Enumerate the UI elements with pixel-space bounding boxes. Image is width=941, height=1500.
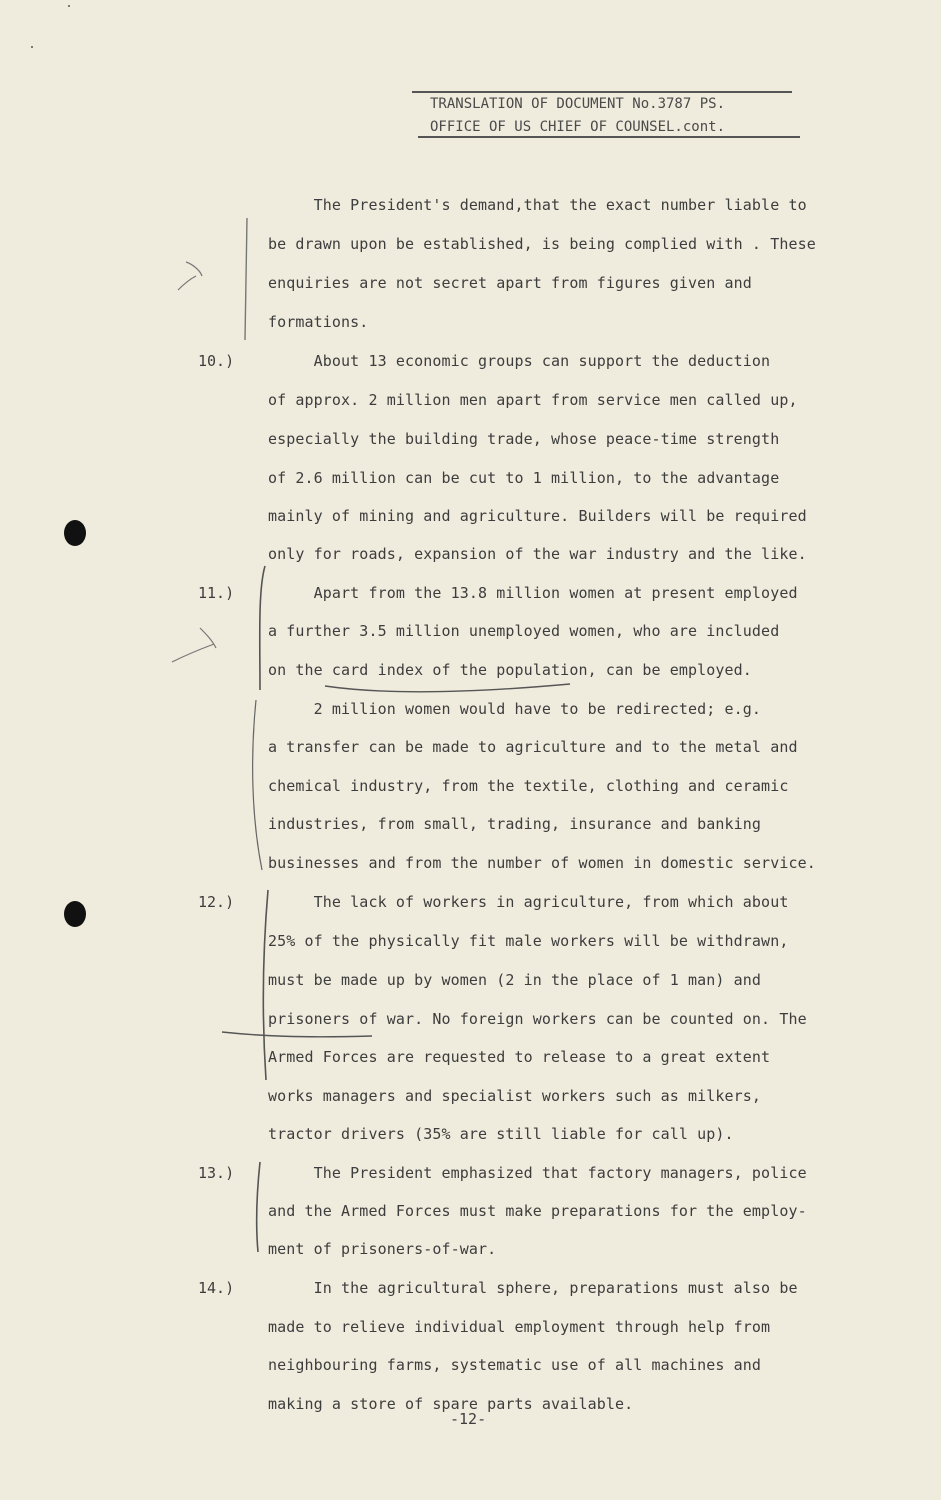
text-line: a transfer can be made to agriculture and to the metal and [268,738,798,756]
text-line: enquiries are not secret apart from figures given and [268,274,752,292]
text-line: prisoners of war. No foreign workers can be counted on. The [268,1010,807,1028]
text-line: of approx. 2 million men apart from service men called up, [268,391,798,409]
text-line: Armed Forces are requested to release to a great extent [268,1048,771,1066]
text-line: industries, from small, trading, insurance and banking [268,815,762,833]
text-line: especially the building trade, whose peace-time strength [268,430,780,448]
paragraph-number: 11.) [198,584,235,602]
text-line: neighbouring farms, systematic use of all machines and [268,1356,762,1374]
text-line: be drawn upon be established, is being complied with . These [268,235,816,253]
text-line: tractor drivers (35% are still liable for call up). [268,1125,734,1143]
pencil-bracket [260,566,265,690]
paragraph-number: 10.) [198,352,235,370]
page-number: -12- [450,1410,487,1428]
text-line: 25% of the physically fit male workers will be withdrawn, [268,932,789,950]
paragraph-number: 14.) [198,1279,235,1297]
paragraph-number: 13.) [198,1164,235,1182]
text-line: a further 3.5 million unemployed women, who are included [268,622,780,640]
text-line: works managers and specialist workers such as milkers, [268,1087,762,1105]
text-line: chemical industry, from the textile, clothing and ceramic [268,777,789,795]
header-title: TRANSLATION OF DOCUMENT No.3787 PS. [430,96,726,112]
pencil-tick-mark [172,628,216,662]
header-subtitle: OFFICE OF US CHIEF OF COUNSEL.cont. [430,119,726,135]
text-line: In the agricultural sphere, preparations must also be [268,1279,798,1297]
text-line: making a store of spare parts available. [268,1395,634,1413]
text-line: The President's demand,that the exact number liable to [268,196,807,214]
pencil-cross-line [222,1032,372,1037]
pencil-bracket [253,700,262,870]
text-line: The lack of workers in agriculture, from which about [268,893,789,911]
text-line: on the card index of the population, can be employed. [268,661,752,679]
text-line: only for roads, expansion of the war industry and the like. [268,545,807,563]
text-line: mainly of mining and agriculture. Builders will be required [268,507,807,525]
text-line: businesses and from the number of women in domestic service. [268,854,816,872]
text-line: must be made up by women (2 in the place of 1 man) and [268,971,762,989]
pencil-bracket [263,890,268,1080]
text-line: The President emphasized that factory managers, police [268,1164,807,1182]
pencil-margin-line [245,218,247,340]
text-line: 2 million women would have to be redirected; e.g. [268,700,762,718]
text-line: ment of prisoners-of-war. [268,1240,497,1258]
pencil-underline-swoop [325,684,570,692]
pencil-bracket [257,1162,260,1252]
text-line: of 2.6 million can be cut to 1 million, to the advantage [268,469,780,487]
paragraph-number: 12.) [198,893,235,911]
text-line: formations. [268,313,369,331]
text-line: About 13 economic groups can support the deduction [268,352,771,370]
text-line: made to relieve individual employment through help from [268,1318,771,1336]
pencil-tick-mark [178,262,202,290]
text-line: Apart from the 13.8 million women at present employed [268,584,798,602]
text-line: and the Armed Forces must make preparations for the employ- [268,1202,807,1220]
